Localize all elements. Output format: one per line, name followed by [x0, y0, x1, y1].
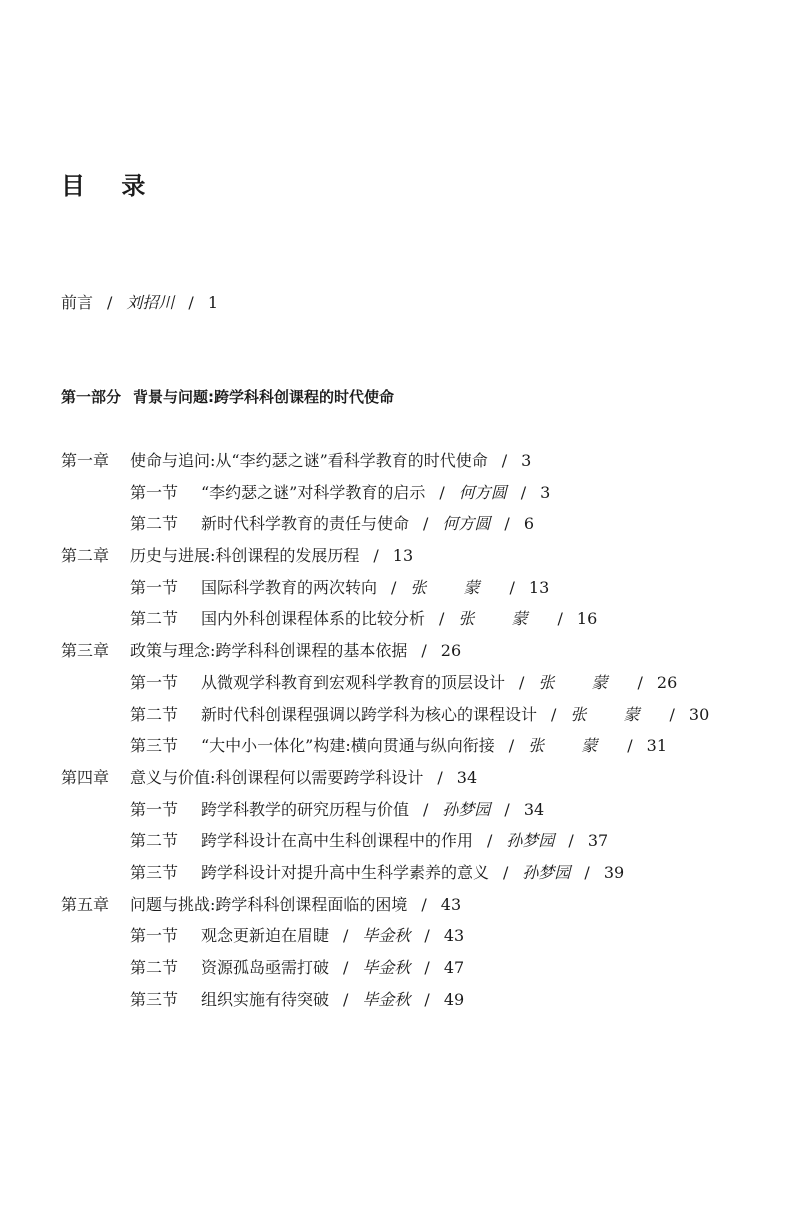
separator: / — [373, 546, 379, 566]
section-entry[interactable] — [61, 514, 761, 546]
separator: / — [627, 736, 633, 756]
section-entry[interactable] — [61, 673, 761, 705]
separator: / — [343, 926, 349, 946]
section-author: 孙梦园 — [522, 862, 571, 882]
section-label: 第一节 — [130, 926, 179, 946]
separator: / — [584, 862, 590, 882]
separator: / — [551, 704, 557, 724]
separator: / — [487, 831, 493, 851]
separator: / — [520, 482, 527, 502]
section-entry[interactable] — [61, 483, 761, 515]
section-page: 39 — [603, 862, 625, 882]
section-entry[interactable] — [61, 736, 761, 768]
preface-entry[interactable] — [61, 290, 218, 313]
section-page: 26 — [656, 672, 678, 692]
section-title: 跨学科设计对提升高中生科学素养的意义 — [201, 862, 490, 882]
separator: / — [504, 514, 510, 534]
separator: / — [437, 767, 443, 787]
section-title: “大中小一体化”构建:横向贯通与纵向衔接 — [201, 736, 495, 756]
separator: / — [557, 609, 563, 629]
section-title: 组织实施有待突破 — [201, 989, 330, 1009]
section-page: 3 — [540, 482, 551, 502]
section-title: “李约瑟之谜”对科学教育的启示 — [201, 482, 426, 502]
separator: / — [391, 577, 397, 597]
table-of-contents — [61, 451, 761, 1021]
section-author: 孙梦园 — [442, 799, 491, 819]
section-author: 何方圆 — [442, 514, 491, 534]
section-label: 第一节 — [130, 482, 179, 502]
chapter-entry[interactable] — [61, 768, 761, 800]
separator: / — [519, 672, 525, 692]
separator: / — [669, 704, 675, 724]
section-label: 第二节 — [130, 831, 179, 851]
chapter-page: 34 — [456, 767, 478, 787]
separator: / — [424, 958, 430, 977]
separator: / — [188, 293, 194, 312]
section-entry[interactable] — [61, 609, 761, 641]
section-author: 张 蒙 — [458, 609, 544, 629]
chapter-title: 问题与挑战:跨学科科创课程面临的困境 — [130, 894, 408, 914]
section-label: 第三节 — [130, 862, 179, 882]
separator: / — [424, 989, 430, 1009]
section-page: 49 — [443, 989, 465, 1009]
section-title: 从微观学科教育到宏观科学教育的顶层设计 — [201, 672, 506, 692]
section-author: 何方圆 — [458, 482, 507, 502]
chapter-label: 第四章 — [61, 767, 110, 787]
section-entry[interactable] — [61, 863, 761, 895]
section-title: 新时代科学教育的责任与使命 — [201, 514, 410, 534]
separator: / — [509, 577, 515, 597]
section-title: 国际科学教育的两次转向 — [201, 577, 378, 597]
section-title: 跨学科设计在高中生科创课程中的作用 — [201, 831, 474, 851]
chapter-label: 第一章 — [61, 451, 110, 470]
separator: / — [343, 989, 349, 1009]
part-heading — [61, 386, 394, 407]
section-page: 37 — [587, 831, 609, 851]
section-entry[interactable] — [61, 831, 761, 863]
section-author: 毕金秋 — [362, 989, 411, 1009]
section-title: 资源孤岛亟需打破 — [201, 958, 330, 977]
section-title: 观念更新迫在眉睫 — [201, 926, 330, 946]
section-author: 毕金秋 — [362, 958, 411, 977]
section-entry[interactable] — [61, 578, 761, 610]
separator: / — [421, 641, 427, 661]
section-author: 毕金秋 — [362, 926, 411, 946]
separator: / — [439, 482, 445, 502]
section-label: 第三节 — [130, 989, 179, 1009]
section-author: 张 蒙 — [538, 672, 624, 692]
section-title: 跨学科教学的研究历程与价值 — [201, 799, 410, 819]
separator: / — [637, 672, 643, 692]
chapter-label: 第五章 — [61, 894, 110, 914]
separator: / — [568, 831, 574, 851]
page-title: 目 录 — [61, 172, 160, 200]
section-author: 张 蒙 — [570, 704, 656, 724]
chapter-entry[interactable] — [61, 641, 761, 673]
separator: / — [423, 799, 429, 819]
section-entry[interactable] — [61, 990, 761, 1022]
chapter-page: 43 — [440, 894, 462, 914]
chapter-page: 26 — [440, 641, 462, 661]
section-page: 13 — [528, 577, 550, 597]
section-label: 第一节 — [130, 577, 179, 597]
section-page: 16 — [576, 609, 598, 629]
section-title: 新时代科创课程强调以跨学科为核心的课程设计 — [201, 704, 538, 724]
section-page: 30 — [688, 704, 710, 724]
separator: / — [501, 451, 508, 470]
section-label: 第三节 — [130, 736, 179, 756]
chapter-title: 使命与追问:从“李约瑟之谜”看科学教育的时代使命 — [130, 451, 488, 470]
section-page: 43 — [443, 926, 465, 946]
preface-page: 1 — [207, 293, 218, 312]
chapter-title: 政策与理念:跨学科科创课程的基本依据 — [130, 641, 408, 661]
separator: / — [423, 514, 429, 534]
part-label: 第一部分 — [61, 388, 122, 406]
section-page: 47 — [443, 958, 465, 977]
chapter-label: 第二章 — [61, 546, 110, 566]
separator: / — [439, 609, 445, 629]
section-page: 6 — [523, 514, 534, 534]
preface-author: 刘招川 — [126, 293, 175, 312]
chapter-entry[interactable] — [61, 451, 761, 483]
section-author: 张 蒙 — [528, 736, 614, 756]
separator: / — [508, 736, 515, 756]
section-label: 第一节 — [130, 799, 179, 819]
section-author: 张 蒙 — [410, 577, 496, 597]
chapter-page: 3 — [521, 451, 532, 470]
chapter-label: 第三章 — [61, 641, 110, 661]
separator: / — [421, 894, 427, 914]
chapter-title: 意义与价值:科创课程何以需要跨学科设计 — [130, 767, 424, 787]
section-entry[interactable] — [61, 800, 761, 832]
section-entry[interactable] — [61, 958, 761, 990]
chapter-entry[interactable] — [61, 895, 761, 927]
section-entry[interactable] — [61, 705, 761, 737]
separator: / — [504, 799, 510, 819]
preface-label: 前言 — [61, 293, 94, 312]
section-author: 孙梦园 — [506, 831, 555, 851]
part-title: 背景与问题:跨学科科创课程的时代使命 — [133, 388, 395, 406]
chapter-page: 13 — [392, 546, 414, 566]
chapter-entry[interactable] — [61, 546, 761, 578]
section-label: 第二节 — [130, 514, 179, 534]
separator: / — [343, 958, 349, 977]
section-entry[interactable] — [61, 926, 761, 958]
section-page: 34 — [523, 799, 545, 819]
separator: / — [424, 926, 430, 946]
section-label: 第一节 — [130, 672, 179, 692]
section-label: 第二节 — [130, 704, 179, 724]
separator: / — [107, 293, 113, 312]
section-title: 国内外科创课程体系的比较分析 — [201, 609, 426, 629]
separator: / — [503, 862, 509, 882]
section-label: 第二节 — [130, 958, 179, 977]
chapter-title: 历史与进展:科创课程的发展历程 — [130, 546, 360, 566]
section-label: 第二节 — [130, 609, 179, 629]
section-page: 31 — [646, 736, 667, 756]
